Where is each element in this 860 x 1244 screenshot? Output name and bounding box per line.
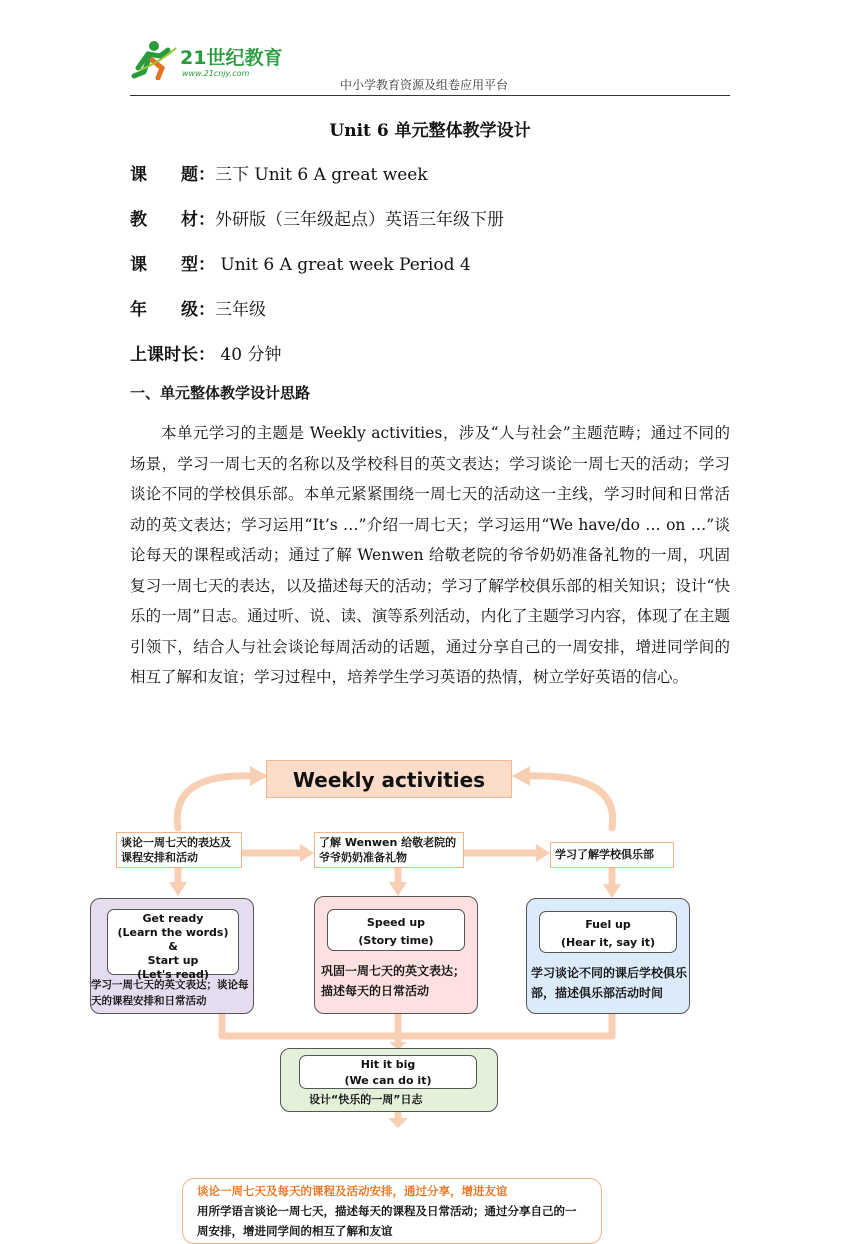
summary-body: 用所学语言谈论一周七天，描述每天的课程及日常活动；通过分享自己的一周安排，增进同学间的相互了解和友谊 [197,1204,577,1238]
activity-amp: & [168,940,178,953]
activity-sub: (Story time) [358,934,434,947]
meta-key: 上课时长： [130,345,215,365]
activity-note: 学习一周七天的英文表达；谈论每天的课程安排和日常活动 [91,979,249,1007]
section-heading: 一、单元整体教学设计思路 [130,384,311,402]
label-middle: 了解 Wenwen 给敬老院的爷爷奶奶准备礼物 [314,832,464,868]
logo-url: www.21cnjy.com [182,69,250,78]
activity-sub: (Hear it, say it) [560,936,656,949]
unit-goal-summary [182,1178,602,1244]
activity-name: Hit it big [360,1058,416,1071]
design-paragraph: 本单元学习的主题是 Weekly activities，涉及“人与社会”主题范畴；通过不同的场景，学习一周七天的名称以及学校科目的英文表达；学习谈论一周七天的活动；学习谈论不同的学校俱乐部。本单元紧紧围绕一周七天的活动这一主线，学习时间和日常活动的英文表达；学习运用“It’s …”介绍一周七天；学习运用“We have/do … on …”谈论每天的课程或活动；通过了解 Wenwen 给敬老院的爷爷奶奶准备礼物的一周，巩固复习一周七天的表达，以及描述每天的活动；学习了解学校俱乐部的相关知识；设计“快乐的一周”日志。通过听、说、读、演等系列活动，内化了主题学习内容，体现了在主题引领下，结合人与社会谈论每周活动的话题，通过分享自己的一周安排，增进同学间的相互了解和友谊；学习过程中，培养学生学习英语的热情，树立学好英语的信心。 [130,424,730,686]
activity-name: Fuel up [585,918,631,931]
meta-grade [130,295,266,320]
meta-key: 课 型： [130,255,215,275]
activity-box-get-ready [90,898,254,1014]
meta-value: 三下 Unit 6 A great week [215,165,428,185]
meta-textbook [130,205,504,230]
meta-lesson-type [130,250,471,275]
meta-duration [130,340,281,365]
meta-value: 三年级 [215,300,266,320]
activity-title [539,911,677,953]
unit-diagram [0,750,860,1238]
activity-name: Speed up [366,916,426,929]
activity-title [107,909,239,981]
label-left: 谈论一周七天的表达及课程安排和活动 [116,832,242,868]
activity-sub: (Learn the words) [117,926,229,939]
activity-note: 设计“快乐的一周”日志 [309,1093,423,1106]
meta-key: 课 题： [130,165,215,185]
activity-box-fuel-up [526,898,690,1014]
activity-title [299,1055,477,1089]
activity-note: 学习谈论不同的课后学校俱乐部，描述俱乐部活动时间 [531,966,688,1000]
activity-note: 巩固一周七天的英文表达；描述每天的日常活动 [321,964,466,998]
activity-box-speed-up [314,896,478,1014]
label-right: 学习了解学校俱乐部 [550,842,674,868]
site-logo [130,38,300,80]
meta-value: 外研版（三年级起点）英语三年级下册 [215,210,504,230]
meta-value: 40 分钟 [215,345,282,365]
activity-sub: (Let's read) [137,968,209,981]
summary-headline: 谈论一周七天及每天的课程及活动安排，通过分享，增进友谊 [197,1184,508,1198]
activity-name: Get ready [142,912,204,925]
page-title: Unit 6 单元整体教学设计 [329,121,531,141]
activity-title [327,909,465,951]
meta-topic [130,160,428,185]
diagram-theme: Weekly activities [266,760,512,798]
header-subtitle: 中小学教育资源及组卷应用平台 [340,78,509,92]
meta-key: 年 级： [130,300,215,320]
activity-sub: (We can do it) [344,1074,432,1087]
meta-key: 教 材： [130,210,215,230]
activity-name: Start up [147,954,199,967]
meta-value: Unit 6 A great week Period 4 [215,255,471,275]
logo-text: 21世纪教育 [180,47,283,69]
activity-box-hit-it-big [280,1048,498,1112]
header-divider [130,95,730,96]
